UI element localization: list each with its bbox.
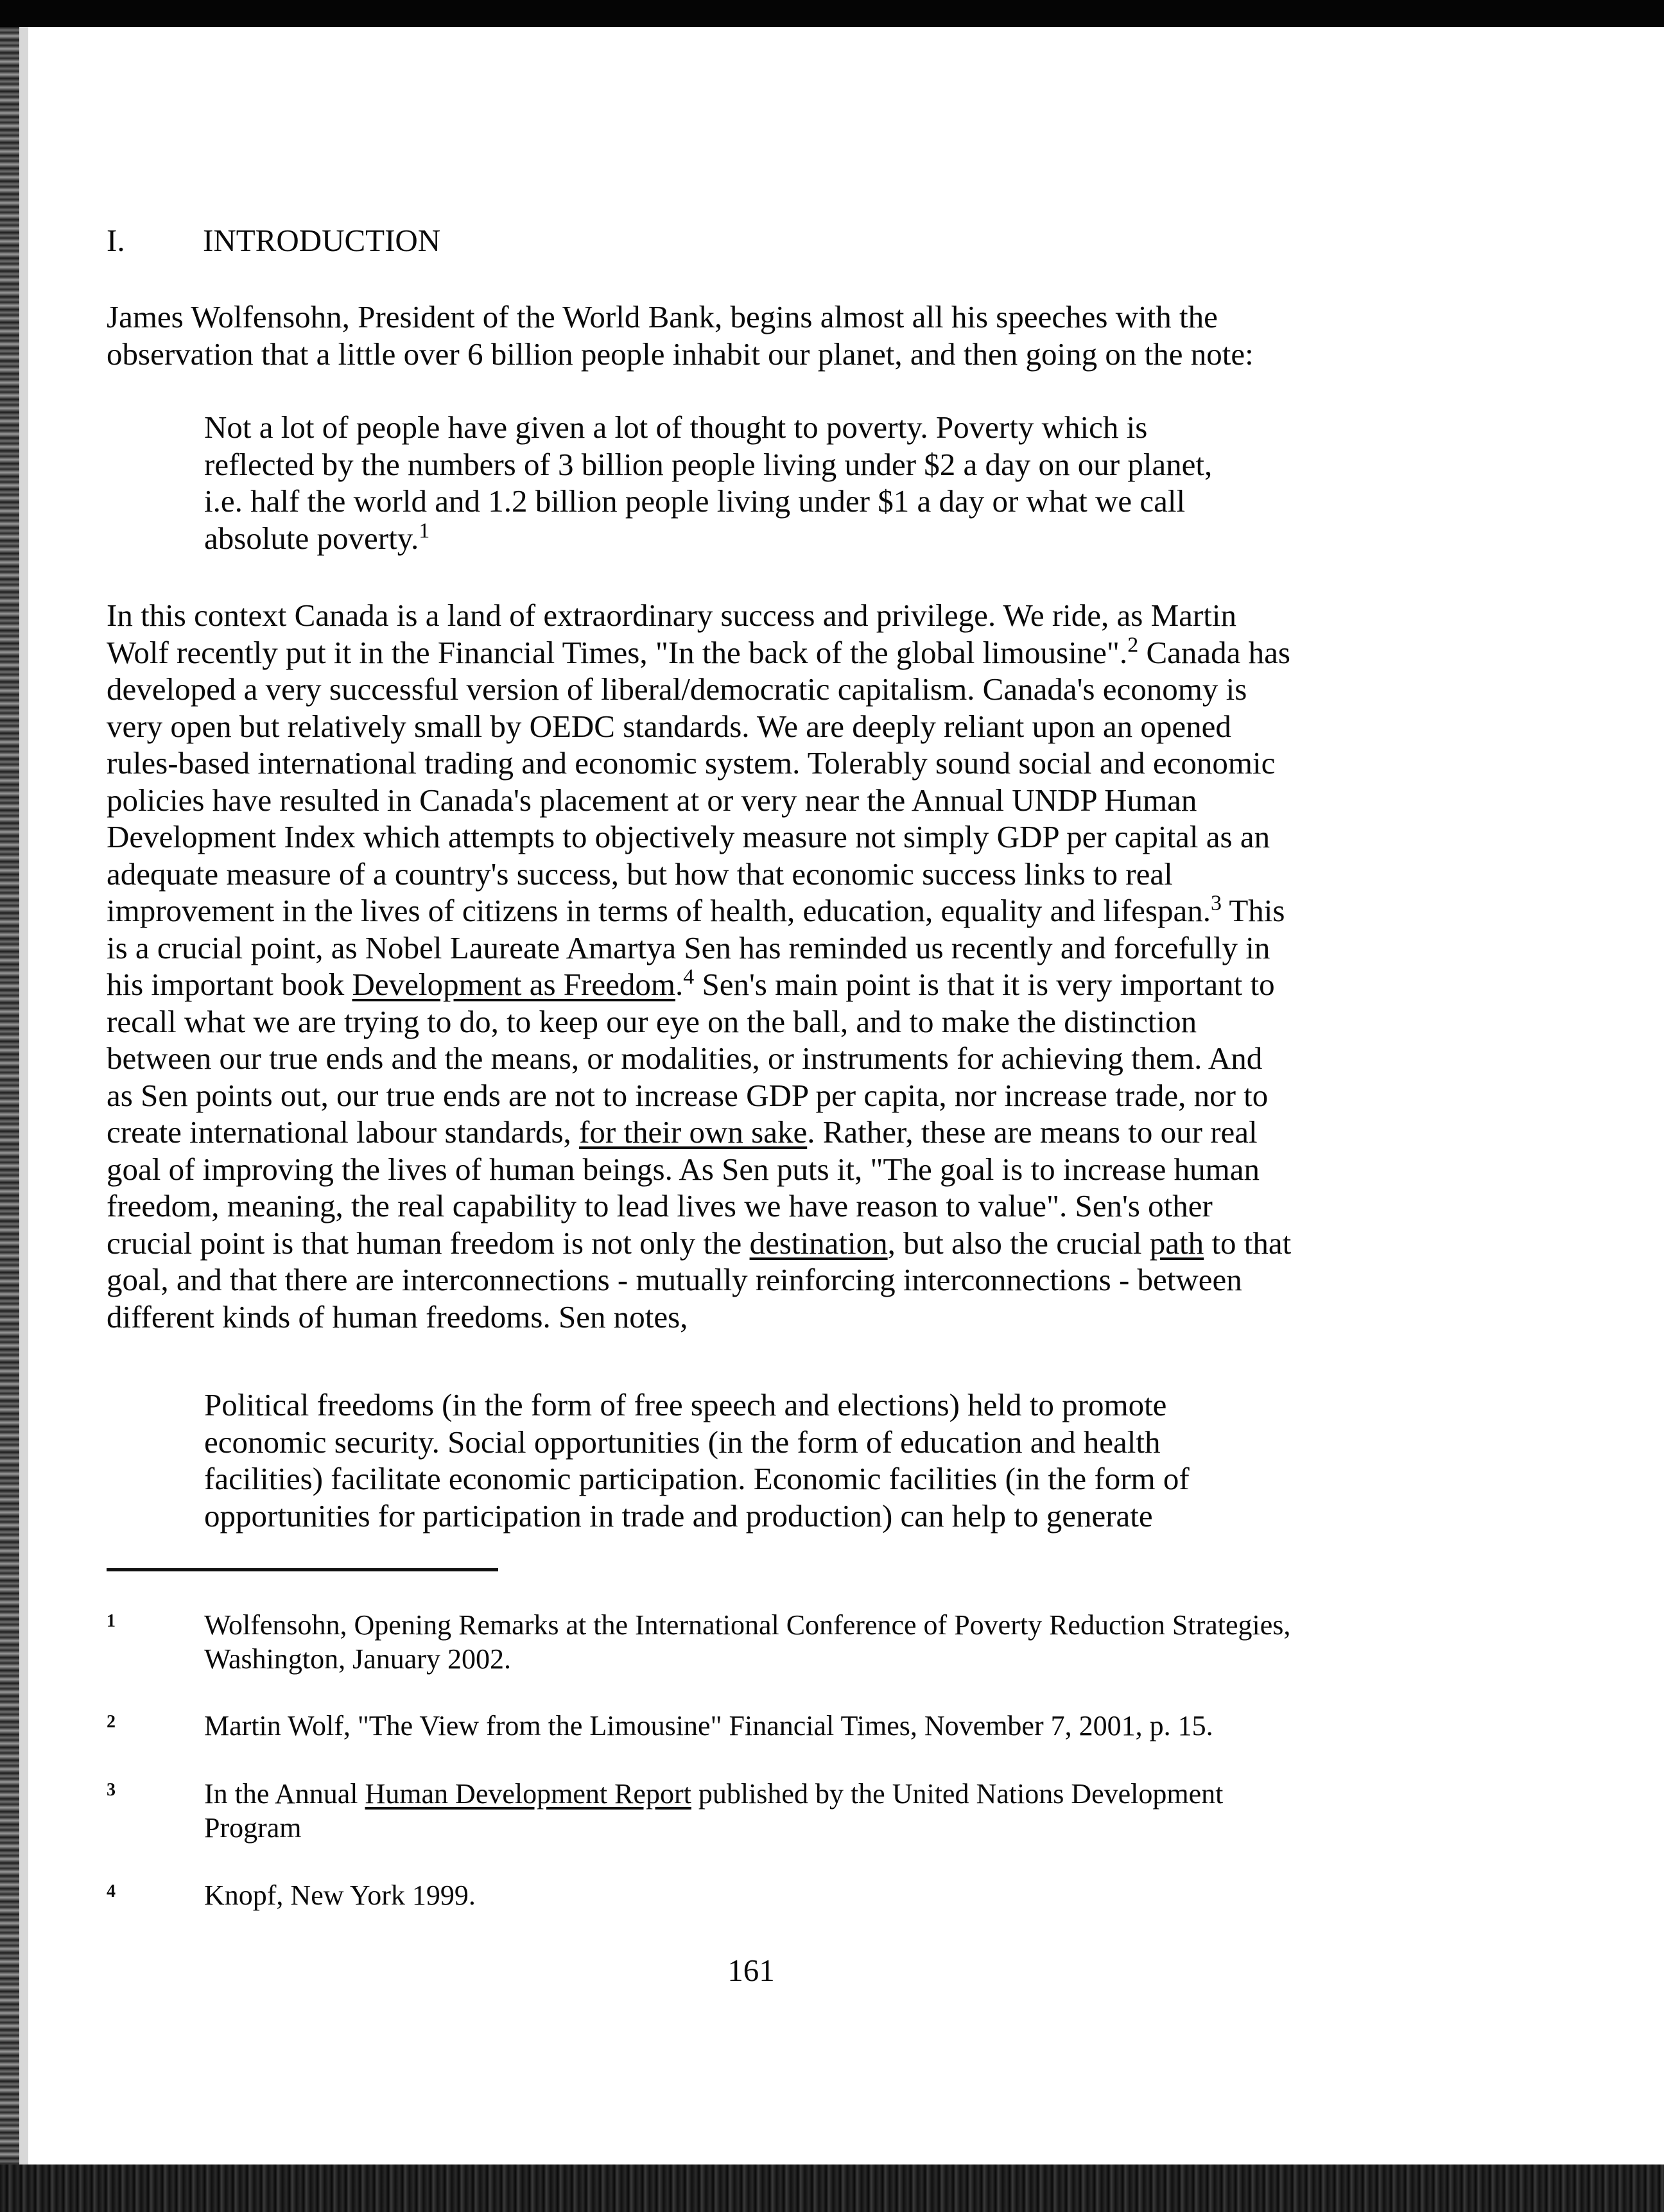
block-quote-sen (204, 1387, 1424, 1534)
footnote-mark: 3 (107, 1780, 116, 1800)
text-span: published by the United Nations Development (691, 1778, 1224, 1810)
text-span: Canada has (1138, 634, 1290, 670)
text-span: This (1221, 893, 1285, 928)
text-line: Washington, January 2002. (204, 1643, 511, 1675)
text-line: as Sen points out, our true ends are not to increase GDP per capita, nor increase trade, nor to (107, 1077, 1269, 1113)
section-number: I. (107, 223, 125, 258)
text-line (107, 966, 1429, 1003)
footnote-divider (107, 1568, 498, 1571)
text-line: In this context Canada is a land of extraordinary success and privilege. We ride, as Martin (107, 598, 1236, 633)
text-line (204, 520, 1373, 557)
text-line: Political freedoms (in the form of free speech and elections) held to promote (204, 1387, 1167, 1422)
text-line: i.e. half the world and 1.2 billion people living under $1 a day or what we call (204, 483, 1186, 519)
text-line: goal, and that there are interconnections - mutually reinforcing interconnections - between (107, 1262, 1242, 1297)
footnote-ref[interactable]: 1 (419, 519, 430, 543)
text-span: create international labour standards, (107, 1114, 580, 1150)
text-line (107, 1225, 1429, 1262)
text-line: Not a lot of people have given a lot of thought to poverty. Poverty which is (204, 410, 1148, 445)
text-line: Martin Wolf, "The View from the Limousine" Financial Times, November 7, 2001, p. 15. (204, 1710, 1213, 1741)
text-line: James Wolfensohn, President of the World Bank, begins almost all his speeches with the (107, 299, 1218, 334)
text-span: , but also the crucial (887, 1225, 1150, 1261)
text-line: is a crucial point, as Nobel Laureate Amartya Sen has reminded us recently and forcefully in (107, 929, 1270, 965)
text-line: Program (204, 1812, 302, 1844)
text-span: . (675, 967, 684, 1002)
text-line: freedom, meaning, the real capability to lead lives we have reason to value". Sen's other (107, 1188, 1213, 1223)
footnote-mark: 2 (107, 1712, 116, 1732)
footnote-text (204, 1608, 1443, 1676)
page-number: 161 (727, 1953, 775, 1988)
text-line: adequate measure of a country's success, but how that economic success links to real (107, 856, 1173, 892)
text-line: observation that a little over 6 billion people inhabit our planet, and then going on the note: (107, 336, 1254, 372)
text-span: Sen's main point is that it is very important to (694, 967, 1275, 1002)
text-span: absolute poverty. (204, 520, 419, 556)
report-title: Human Development Report (365, 1778, 691, 1810)
footnote-ref[interactable]: 2 (1127, 633, 1139, 657)
emphasis-underline: for their own sake (579, 1114, 808, 1150)
section-heading (107, 221, 440, 260)
block-quote-wolfensohn (204, 409, 1373, 557)
text-line: Knopf, New York 1999. (204, 1879, 476, 1911)
text-span: his important book (107, 967, 352, 1002)
text-span: crucial point is that human freedom is not only the (107, 1225, 750, 1261)
text-line (107, 634, 1429, 671)
text-line (107, 1114, 1429, 1151)
text-line: developed a very successful version of liberal/democratic capitalism. Canada's economy is (107, 671, 1247, 707)
text-span: improvement in the lives of citizens in terms of health, education, equality and lifespan. (107, 893, 1211, 928)
text-span: In the Annual (204, 1778, 365, 1810)
footnote-mark: 4 (107, 1881, 116, 1901)
text-line: Wolfensohn, Opening Remarks at the International Conference of Poverty Reduction Strategies, (204, 1609, 1291, 1641)
text-line: between our true ends and the means, or modalities, or instruments for achieving them. And (107, 1041, 1263, 1076)
text-line: different kinds of human freedoms. Sen notes, (107, 1299, 688, 1335)
text-span: Wolf recently put it in the Financial Times, "In the back of the global limousine". (107, 634, 1128, 670)
text-line: rules-based international trading and economic system. Tolerably sound social and economic (107, 745, 1276, 781)
footnote-ref[interactable]: 3 (1210, 891, 1222, 915)
text-line: policies have resulted in Canada's placement at or very near the Annual UNDP Human (107, 782, 1197, 818)
text-line: goal of improving the lives of human beings. As Sen puts it, "The goal is to increase human (107, 1151, 1260, 1187)
footnote-text (204, 1878, 1443, 1912)
text-line (107, 892, 1429, 929)
book-title: Development as Freedom (352, 967, 675, 1002)
intro-paragraph (107, 298, 1391, 372)
footnote-text (204, 1777, 1443, 1845)
text-line: Development Index which attempts to objectively measure not simply GDP per capital as an (107, 819, 1270, 854)
text-line: reflected by the numbers of 3 billion people living under $2 a day on our planet, (204, 446, 1213, 482)
emphasis-underline: path (1149, 1225, 1204, 1261)
section-title: INTRODUCTION (203, 223, 441, 258)
text-line: very open but relatively small by OEDC standards. We are deeply reliant upon an opened (107, 708, 1231, 744)
text-span: to that (1204, 1225, 1292, 1261)
text-span: . Rather, these are means to our real (807, 1114, 1258, 1150)
footnote-ref[interactable]: 4 (683, 965, 695, 989)
footnote-text (204, 1709, 1443, 1743)
text-line: recall what we are trying to do, to keep our eye on the ball, and to make the distinction (107, 1003, 1197, 1039)
text-line: opportunities for participation in trade and production) can help to generate (204, 1498, 1153, 1534)
emphasis-underline: destination (749, 1225, 888, 1261)
text-line: facilities) facilitate economic participation. Economic facilities (in the form of (204, 1461, 1190, 1496)
main-paragraph (107, 597, 1429, 1335)
text-line (204, 1777, 1443, 1811)
text-line: economic security. Social opportunities (in the form of education and health (204, 1424, 1161, 1460)
footnote-mark: 1 (107, 1611, 116, 1631)
